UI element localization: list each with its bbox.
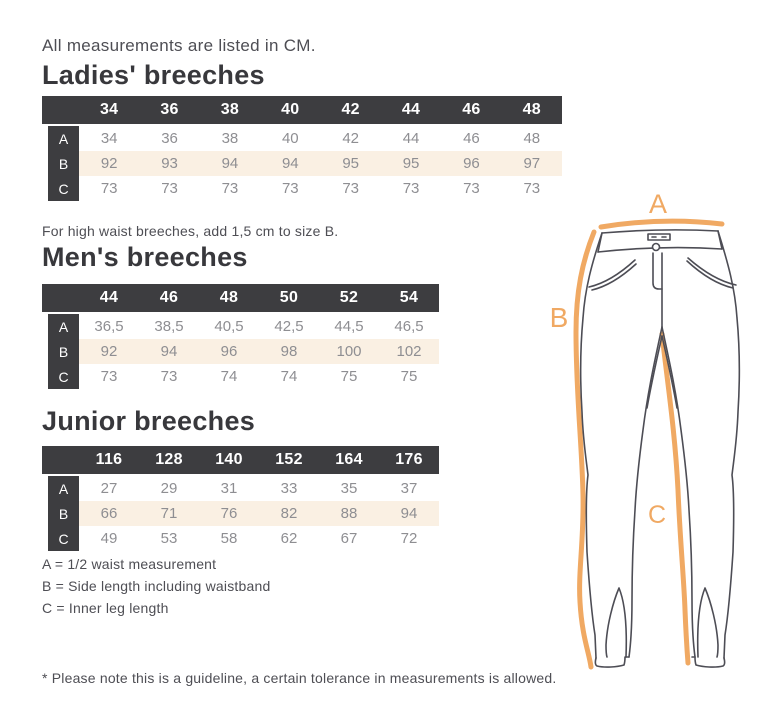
size-value: 44,5 [334,318,364,335]
row-label: C [48,176,79,201]
size-value: 73 [100,180,118,197]
size-column-header: 44 [99,289,119,306]
size-value: 96 [220,343,238,360]
row-label: A [48,314,79,339]
size-value: 73 [161,180,178,197]
size-value: 95 [342,155,360,172]
size-column-header: 52 [339,289,359,306]
junior-size-table [42,446,439,551]
size-value: 49 [100,530,118,547]
size-value: 42,5 [274,318,304,335]
left-knee-patch [606,588,626,657]
measurement-legend [42,553,270,619]
size-value: 94 [281,155,299,172]
mens-breeches-title: Men's breeches [42,242,248,272]
size-table-row-A [42,476,439,501]
row-values [79,314,439,339]
size-value: 29 [160,480,178,497]
size-value: 27 [100,480,118,497]
size-table-header-row [42,446,439,474]
size-value: 93 [161,155,178,172]
row-values [79,501,439,526]
row-label: A [48,126,79,151]
size-column-header: 128 [155,451,183,468]
left-outer-seam [581,233,602,658]
size-table-row-A [42,126,562,151]
size-table-row-A [42,314,439,339]
size-value: 37 [400,480,418,497]
mens-size-table [42,284,439,389]
size-value: 42 [342,130,360,147]
intro-text: All measurements are listed in CM. [42,36,316,55]
size-column-header: 42 [341,101,360,118]
row-values [79,126,562,151]
size-value: 31 [220,480,238,497]
size-table-row-C [42,176,562,201]
row-values [79,339,439,364]
size-table-row-B [42,151,562,176]
size-value: 73 [523,180,541,197]
size-value: 40,5 [214,318,244,335]
button [653,244,660,251]
size-value: 76 [220,505,238,522]
row-label: B [48,339,79,364]
size-value: 72 [400,530,418,547]
row-values [79,364,439,389]
row-values [79,476,439,501]
diagram-label-b: B [549,302,569,333]
size-column-header: 48 [219,289,239,306]
left-pocket [589,260,635,287]
size-value: 96 [463,155,480,172]
size-value: 44 [402,130,420,147]
waistband-top [602,230,718,233]
diagram-label-c: C [647,501,667,529]
high-waist-note: For high waist breeches, add 1,5 cm to size B. [42,223,339,239]
size-column-header: 164 [335,451,363,468]
size-value: 98 [280,343,298,360]
row-label: B [48,151,79,176]
row-label: C [48,526,79,551]
size-value: 82 [280,505,298,522]
size-value: 40 [281,130,299,147]
size-value: 92 [100,343,118,360]
size-value: 94 [160,343,178,360]
right-outer-seam [718,231,739,658]
size-value: 97 [523,155,541,172]
left-hem [595,657,629,667]
size-column-header: 46 [462,101,481,118]
size-value: 67 [340,530,358,547]
size-column-header: 54 [399,289,419,306]
size-table-header-row [42,96,562,124]
size-value: 73 [100,368,118,385]
size-value: 46,5 [394,318,424,335]
size-value: 73 [402,180,420,197]
diagram-label-a: A [648,190,668,219]
size-value: 34 [100,130,118,147]
size-value: 74 [220,368,238,385]
size-table-row-C [42,526,439,551]
breeches-outline [581,230,740,667]
size-column-header: 40 [281,101,300,118]
size-column-header: 34 [99,101,119,118]
size-value: 35 [340,480,358,497]
size-column-header: 176 [395,451,423,468]
breeches-measurement-diagram [545,190,783,712]
size-value: 94 [221,155,239,172]
size-value: 53 [160,530,178,547]
left-inner-seam [629,327,662,657]
fly-stitch [653,253,662,289]
row-label: A [48,476,79,501]
size-value: 94 [400,505,418,522]
size-value: 48 [523,130,541,147]
size-value: 73 [463,180,480,197]
size-value: 73 [342,180,360,197]
size-value: 73 [221,180,239,197]
size-value: 38 [221,130,239,147]
ladies-size-table [42,96,562,201]
size-value: 36 [161,130,178,147]
size-column-header: 116 [95,451,123,468]
size-table-row-B [42,501,439,526]
size-value: 36,5 [94,318,124,335]
size-value: 46 [463,130,480,147]
legend-line-b: B = Side length including waistband [42,578,271,594]
size-column-header: 48 [522,101,542,118]
measure-a-line [601,221,722,227]
tolerance-footnote: * Please note this is a guideline, a certain tolerance in measurements is allowed. [42,670,557,686]
size-column-header: 152 [275,451,303,468]
size-value: 75 [340,368,358,385]
size-value: 75 [400,368,418,385]
row-label: C [48,364,79,389]
size-value: 73 [160,368,178,385]
size-column-header: 44 [401,101,421,118]
legend-line-a: A = 1/2 waist measurement [42,556,217,572]
right-knee-patch [698,588,718,657]
size-column-header: 140 [215,451,243,468]
size-value: 62 [280,530,298,547]
size-column-header: 46 [159,289,179,306]
size-value: 58 [220,530,238,547]
size-value: 95 [402,155,420,172]
size-value: 71 [160,505,178,522]
size-value: 38,5 [154,318,184,335]
legend-line-c: C = Inner leg length [42,600,169,616]
left-crotch-stitch [647,336,662,408]
size-value: 33 [280,480,298,497]
ladies-breeches-title: Ladies' breeches [42,60,265,90]
junior-breeches-title: Junior breeches [42,406,256,436]
size-table-row-B [42,339,439,364]
size-column-header: 36 [160,101,179,118]
size-value: 102 [396,343,422,360]
row-values [79,176,562,201]
size-value: 100 [336,343,362,360]
size-column-header: 50 [279,289,299,306]
row-values [79,151,562,176]
size-value: 74 [280,368,298,385]
row-label: B [48,501,79,526]
size-column-header: 38 [220,101,240,118]
size-value: 66 [100,505,118,522]
row-values [79,526,439,551]
right-hem [692,657,725,667]
size-value: 73 [281,180,299,197]
size-table-header-row [42,284,439,312]
size-value: 88 [340,505,358,522]
size-value: 92 [100,155,118,172]
size-table-row-C [42,364,439,389]
measure-c-line [662,334,688,663]
